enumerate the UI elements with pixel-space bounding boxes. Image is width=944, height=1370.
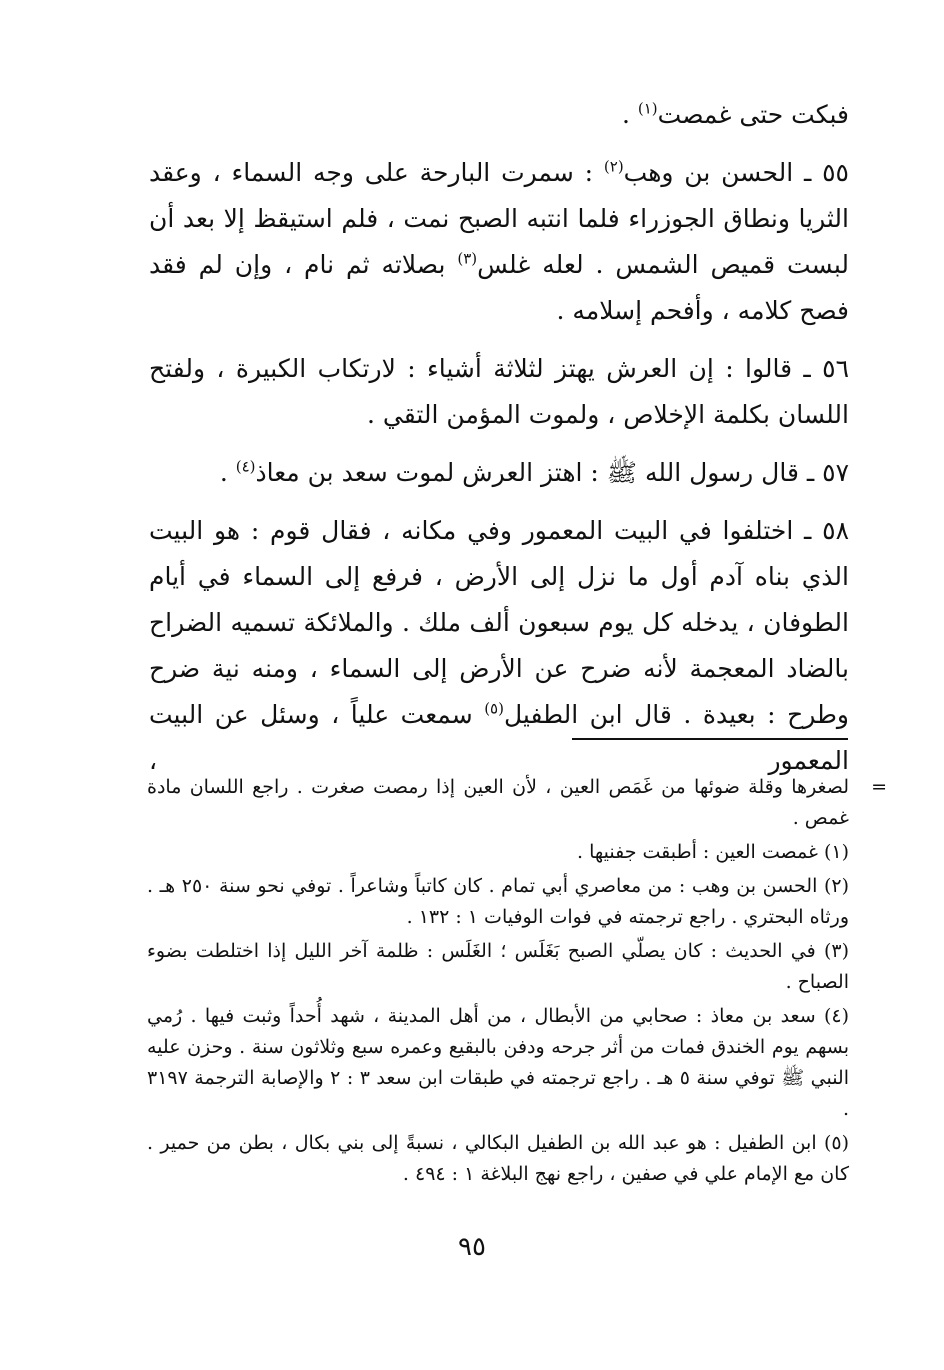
paragraph-57: ٥٧ ـ قال رسول الله ﷺ : اهتز العرش لموت سعد بن معاذ$^{(٤)}$ .: [219, 457, 849, 487]
footnote-ref-3: (٣): [457, 249, 478, 268]
page-number: ٩٥: [458, 1232, 486, 1262]
paragraph-55: ٥٥ ـ الحسن بن وهب$^{(٢)}$ : سمرت البارحة على وجه السماء ، وعقد الثريا ونطاق الجوزراء فلما انتبه الصبح نمت ، فلم استيقظ إلا بعد أن لبست قميص الشمس . لعله غلس$^{(٣)}$ بصلاته ثم نام ، وإن لم فقد فصح كلامه ، وأفحم إسلامه .: [149, 157, 849, 325]
footnote-1: (١) غمصت العين : أطبقت جفنيها .: [576, 841, 849, 863]
main-text: [149, 92, 849, 796]
footnote-5: (٥) ابن الطفيل : هو عبد الله بن الطفيل البكالي ، نسبةً إلى بني بكال ، بطن من حمير . كان مع الإمام علي في صفين ، راجع نهج البلاغة ١ : ٤٩٤ .: [147, 1132, 850, 1185]
footnote-3: (٣) في الحديث : كان يصلّي الصبح بَغَلَس ؛ الغَلَس : ظلمة آخر الليل إذا اختلطت بضوء الصباح .: [147, 940, 849, 993]
footnote-ref-1: (١): [637, 99, 658, 118]
footnote-ref-2: (٢): [603, 157, 624, 176]
footnote-2: (٢) الحسن بن وهب : من معاصري أبي تمام . كان كاتباً وشاعراً . توفي نحو سنة ٢٥٠ هـ . ورثاه البحتري . راجع ترجمته في فوات الوفيات ١ : ١٣٢ .: [147, 875, 849, 928]
footnote-continuation: = لصغرها وقلة ضوئها من غَمَص العين ، لأن العين إذا رمصت صغرت . راجع اللسان مادة غمص .: [147, 772, 849, 834]
footnote-ref-4: (٤): [235, 457, 256, 476]
paragraph-intro: فبكت حتى غمصت$^{(١)}$ .: [621, 99, 849, 129]
paragraph-58: ٥٨ ـ اختلفوا في البيت المعمور وفي مكانه ، فقال قوم : هو البيت الذي بناه آدم أول ما نزل إلى الأرض ، فرفع إلى السماء في أيام الطوفان ، يدخله كل يوم سبعون ألف ملك . والملائكة تسميه الضراح بالضاد المعجمة لأنه ضرح عن الأرض إلى السماء ، ومنه نية ضرح وطرح : بعيدة . قال ابن الطفيل$^{(٥)}$ سمعت علياً ، وسئل عن البيت المعمور ،: [149, 516, 849, 775]
footnotes: [147, 772, 887, 1193]
paragraph-56: ٥٦ ـ قالوا : إن العرش يهتز لثلاثة أشياء : لارتكاب الكبيرة ، ولفتح اللسان بكلمة الإخلاص ، ولموت المؤمن التقي .: [149, 354, 849, 429]
continuation-mark: =: [871, 776, 887, 798]
footnote-ref-5: (٥): [484, 699, 504, 718]
footnote-separator: [572, 738, 848, 740]
footnote-4: (٤) سعد بن معاذ : صحابي من الأبطال ، من أهل المدينة ، شهد أُحداً وثبت فيها . رُمي بسهم يوم الخندق فمات من أثر جرحه ودفن بالبقيع وعمره سبع وثلاثون سنة . وحزن عليه النبي ﷺ توفي سنة ٥ هـ . راجع ترجمته في طبقات ابن سعد ٣ : ٢ والإصابة الترجمة ٣١٩٧ .: [147, 1005, 849, 1120]
